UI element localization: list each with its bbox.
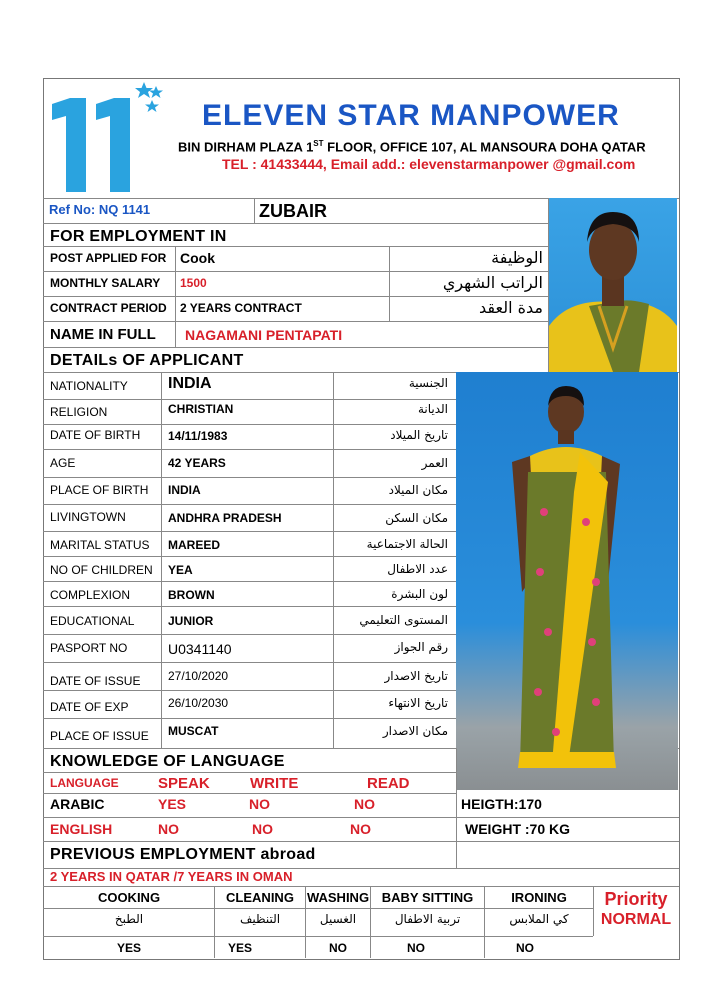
priority-label: Priority <box>604 889 668 909</box>
religion-arabic: الديانة <box>417 402 448 416</box>
write-col-header: WRITE <box>250 775 299 792</box>
employment-heading: FOR EMPLOYMENT IN <box>50 228 227 245</box>
passport-value: U0341140 <box>168 641 232 657</box>
dob-arabic: تاريخ الميلاد <box>390 428 448 442</box>
place-of-birth-label: PLACE OF BIRTH <box>50 483 149 497</box>
baby-sitting-arabic: تربية الاطفال <box>394 912 461 926</box>
exp-date-arabic: تاريخ الانتهاء <box>388 696 448 710</box>
place-of-issue-value: MUSCAT <box>168 724 219 738</box>
living-town-label: LIVINGTOWN <box>50 510 126 524</box>
applicant-full-photo <box>456 372 678 790</box>
complexion-label: COMPLEXION <box>50 588 131 602</box>
speak-col-header: SPEAK <box>158 775 210 792</box>
weight-value: WEIGHT :70 KG <box>465 821 571 837</box>
contract-period-label: CONTRACT PERIOD <box>50 301 167 315</box>
washing-value: NO <box>329 941 347 955</box>
nationality-label: NATIONALITY <box>50 379 128 393</box>
cooking-value: YES <box>116 941 141 955</box>
cleaning-arabic: التنظيف <box>239 912 281 926</box>
marital-status-arabic: الحالة الاجتماعية <box>366 537 448 551</box>
living-town-value: ANDHRA PRADESH <box>168 511 282 525</box>
education-label: EDUCATIONAL <box>50 614 135 628</box>
age-value: 42 YEARS <box>168 456 226 470</box>
monthly-salary-value: 1500 <box>180 276 207 290</box>
previous-employment-heading: PREVIOUS EMPLOYMENT abroad <box>50 846 316 863</box>
marital-status-label: MARITAL STATUS <box>50 538 150 552</box>
address-part-2: FLOOR, OFFICE 107, AL MANSOURA DOHA QATAR <box>323 139 646 155</box>
english-read-value: NO <box>350 821 371 837</box>
previous-employment-value: 2 YEARS IN QATAR /7 YEARS IN OMAN <box>50 869 293 884</box>
nationality-arabic: الجنسية <box>408 376 448 390</box>
applicant-portrait-photo <box>549 198 677 372</box>
passport-label: PASPORT NO <box>50 641 128 655</box>
washing-label: WASHING <box>306 890 370 905</box>
cooking-arabic: الطبخ <box>114 912 144 926</box>
children-label: NO OF CHILDREN <box>50 563 153 577</box>
ref-number: Ref No: NQ 1141 <box>49 202 151 217</box>
complexion-value: BROWN <box>168 588 215 602</box>
education-value: JUNIOR <box>168 614 214 628</box>
issue-date-arabic: تاريخ الاصدار <box>384 669 448 683</box>
nationality-value: INDIA <box>168 375 212 392</box>
post-applied-label: POST APPLIED FOR <box>50 251 167 265</box>
issue-date-label: DATE OF ISSUE <box>50 674 141 688</box>
full-name-value: NAGAMANI PENTAPATI <box>185 327 343 343</box>
place-of-birth-arabic: مكان الميلاد <box>388 483 448 497</box>
arabic-speak-value: YES <box>158 796 187 812</box>
company-address <box>178 140 646 153</box>
monthly-salary-arabic: الراتب الشهري <box>442 273 543 292</box>
english-lang-label: ENGLISH <box>50 821 113 837</box>
english-speak-value: NO <box>158 821 179 837</box>
portrait-illustration <box>549 198 677 372</box>
religion-label: RELIGION <box>50 405 108 419</box>
ironing-label: IRONING <box>511 890 567 905</box>
issue-date-value: 27/10/2020 <box>168 669 229 683</box>
complexion-arabic: لون البشرة <box>391 587 448 601</box>
post-applied-value: Cook <box>180 250 215 266</box>
read-col-header: READ <box>367 775 410 792</box>
age-label: AGE <box>50 456 76 470</box>
children-value: YEA <box>168 563 193 577</box>
dob-value: 14/11/1983 <box>168 429 228 443</box>
marital-status-value: MAREED <box>168 538 221 552</box>
cleaning-label: CLEANING <box>226 890 294 905</box>
dob-label: DATE OF BIRTH <box>50 428 141 442</box>
place-of-issue-label: PLACE OF ISSUE <box>50 729 149 743</box>
exp-date-value: 26/10/2030 <box>168 696 229 710</box>
ironing-value: NO <box>516 941 534 955</box>
baby-sitting-value: NO <box>407 941 425 955</box>
contract-period-arabic: مدة العقد <box>479 298 543 317</box>
living-town-arabic: مكان السكن <box>385 511 448 525</box>
address-part-1: BIN DIRHAM PLAZA 1 <box>178 139 314 155</box>
full-body-illustration <box>456 372 678 790</box>
monthly-salary-label: MONTHLY SALARY <box>50 276 161 290</box>
english-write-value: NO <box>252 821 273 837</box>
full-name-label: NAME IN FULL <box>50 326 156 343</box>
address-sup: ST <box>313 139 324 148</box>
place-of-issue-arabic: مكان الاصدار <box>382 724 448 738</box>
religion-value: CHRISTIAN <box>168 402 234 416</box>
exp-date-label: DATE OF EXP <box>50 700 129 714</box>
language-heading: KNOWLEDGE OF LANGUAGE <box>50 753 285 770</box>
arabic-read-value: NO <box>354 796 375 812</box>
age-arabic: العمر <box>421 456 448 470</box>
priority-value: NORMAL <box>600 911 672 928</box>
contract-period-value: 2 YEARS CONTRACT <box>180 301 302 315</box>
cooking-label: COOKING <box>97 890 161 905</box>
logo-graphic <box>48 82 168 194</box>
language-col-header: LANGUAGE <box>50 776 119 790</box>
ironing-arabic: كي الملابس <box>509 912 569 926</box>
agent-name: ZUBAIR <box>259 201 327 221</box>
baby-sitting-label: BABY SITTING <box>381 890 474 905</box>
details-heading: DETAILs OF APPLICANT <box>50 352 244 369</box>
company-logo <box>48 82 168 194</box>
education-arabic: المستوى التعليمي <box>359 613 448 627</box>
children-arabic: عدد الاطفال <box>387 562 448 576</box>
height-value: HEIGTH:170 <box>461 796 542 812</box>
place-of-birth-value: INDIA <box>168 483 201 497</box>
washing-arabic: الغسيل <box>319 912 357 926</box>
arabic-lang-label: ARABIC <box>50 796 105 812</box>
cleaning-value: YES <box>227 941 252 955</box>
passport-arabic: رقم الجواز <box>394 640 448 654</box>
company-contact: TEL : 41433444, Email add.: elevenstarmanpower @gmail.com <box>222 156 636 172</box>
arabic-write-value: NO <box>249 796 270 812</box>
company-name: ELEVEN STAR MANPOWER <box>202 99 620 132</box>
post-applied-arabic: الوظيفة <box>491 248 543 267</box>
